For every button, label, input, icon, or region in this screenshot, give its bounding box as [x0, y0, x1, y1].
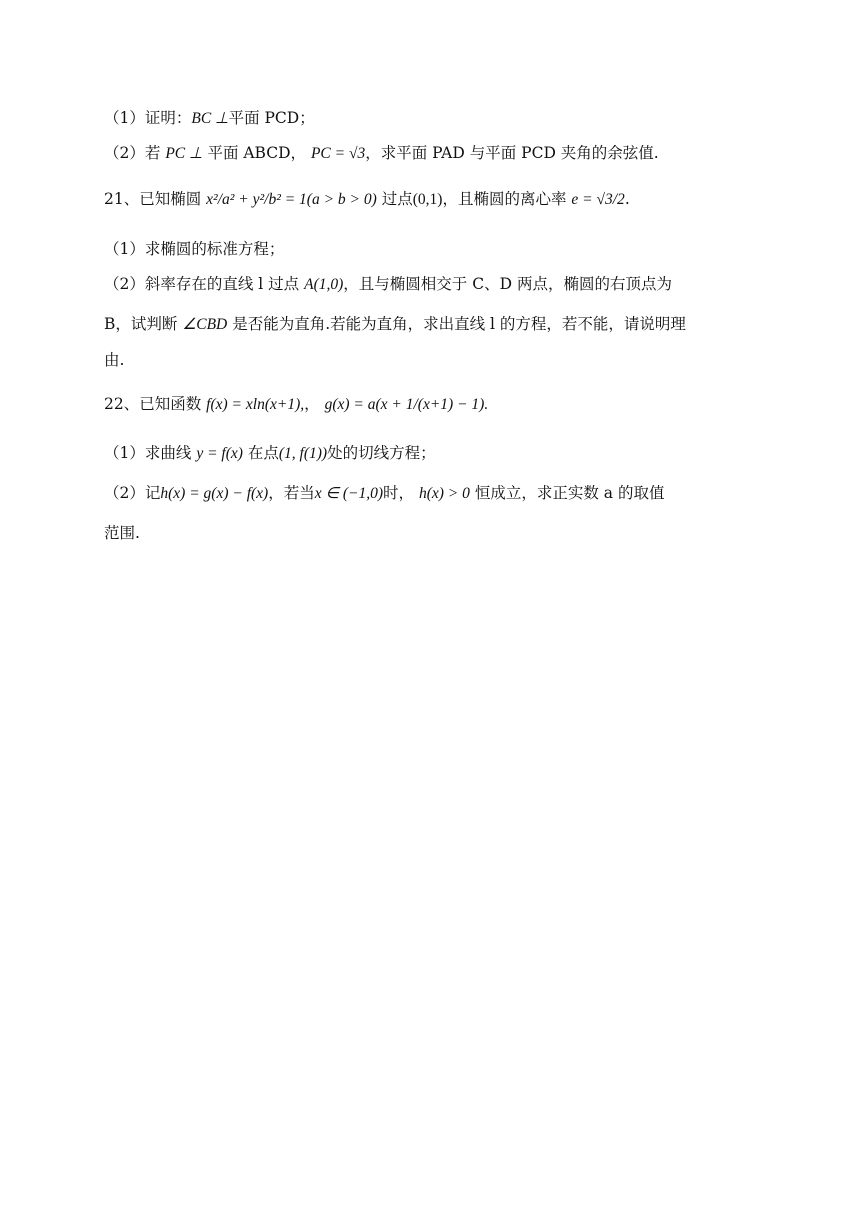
problem21-part2-text-e: 由.: [104, 351, 125, 369]
problem21-part2-line3: [104, 350, 124, 370]
problem22-function-h: h(x) = g(x) − f(x): [160, 485, 269, 502]
problem21-part2-text-d: 是否能为直角.若能为直角，求出直线 l 的方程，若不能，请说明理: [232, 315, 686, 333]
problem20-part1: [104, 108, 315, 129]
problem20-part2-math2: PC = √3: [310, 145, 366, 162]
problem21-ellipse-equation: x²/a² + y²/b² = 1(a > b > 0): [206, 191, 377, 208]
problem20-part2: [104, 143, 659, 164]
problem21-stem-end: .: [624, 190, 630, 208]
problem22-part2-text-c: 时，: [383, 484, 415, 502]
problem22-stem-prefix: 22、已知函数: [104, 395, 202, 413]
problem21-part2-line2: [104, 314, 686, 335]
problem22-part2-text-a: （2）记: [104, 484, 161, 502]
problem22-part1: [104, 443, 436, 464]
problem20-part2-tail: ，求平面 PAD 与平面 PCD 夹角的余弦值.: [365, 144, 659, 162]
problem20-part2-math1: PC ⊥: [165, 145, 203, 162]
problem20-part1-tail: 平面 PCD；: [228, 109, 315, 127]
problem22-part2-line2: [104, 523, 140, 543]
problem21-stem: [104, 189, 630, 210]
problem22-function-f: f(x) = xln(x+1),: [206, 396, 305, 413]
problem22-part2-text-b: ，若当: [268, 484, 315, 502]
problem22-curve: y = f(x): [196, 445, 243, 462]
problem22-part1-text-c: 处的切线方程；: [327, 444, 436, 462]
problem21-angle: ∠CBD: [182, 316, 228, 333]
problem21-stem-mid: 过点: [381, 190, 413, 208]
problem21-point: (0,1): [412, 191, 443, 208]
problem22-part1-text-a: （1）求曲线: [104, 444, 192, 462]
problem22-stem-separator: ，: [304, 395, 320, 413]
problem22-part1-text-b: 在点: [247, 444, 279, 462]
problem20-part2-mid: 平面 ABCD，: [207, 144, 307, 162]
problem22-tangent-point: (1, f(1)): [278, 445, 328, 462]
problem21-part1: [104, 239, 284, 259]
problem22-part2-line1: [104, 483, 664, 504]
problem21-part2-line1: [104, 274, 672, 295]
problem21-eccentricity: e = √3/2: [571, 191, 625, 208]
problem21-part2-text-c: B，试判断: [104, 315, 178, 333]
problem20-part2-label: （2）若: [104, 144, 161, 162]
problem22-condition: h(x) > 0: [418, 485, 470, 502]
problem21-stem-mid2: ，且椭圆的离心率: [442, 190, 567, 208]
problem22-part2-text-e: 范围.: [104, 524, 140, 542]
problem22-function-g: g(x) = a(x + 1/(x+1) − 1).: [324, 396, 489, 413]
problem20-part1-math: BC ⊥: [191, 110, 229, 127]
problem20-part1-label: （1）证明：: [104, 109, 192, 127]
problem22-stem: [104, 394, 488, 415]
problem21-point-a: A(1,0): [304, 276, 344, 293]
problem22-domain: x ∈ (−1,0): [314, 485, 384, 502]
problem21-part2-text-b: ，且与椭圆相交于 C、D 两点，椭圆的右顶点为: [343, 275, 672, 293]
problem21-stem-prefix: 21、已知椭圆: [104, 190, 202, 208]
problem21-part1-text: （1）求椭圆的标准方程；: [104, 240, 285, 258]
problem21-part2-text-a: （2）斜率存在的直线 l 过点: [104, 275, 300, 293]
problem22-part2-text-d: 恒成立，求正实数 a 的取值: [474, 484, 665, 502]
